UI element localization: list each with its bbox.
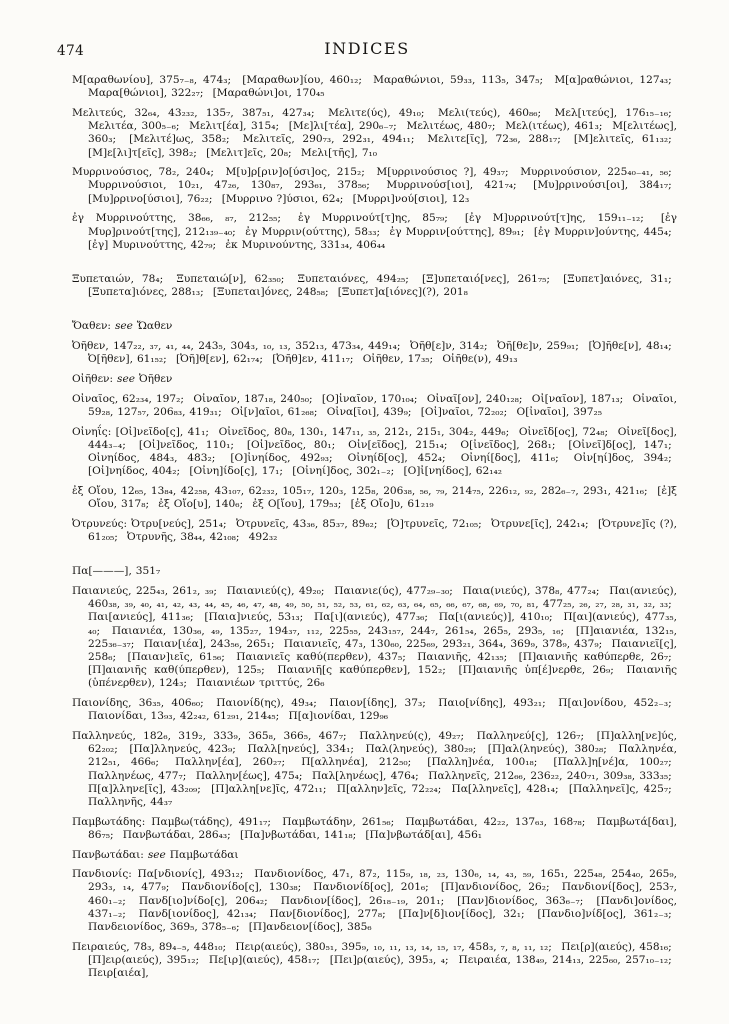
page-header (57, 39, 677, 64)
index-entry: Μυρρινούσιος, 78₂, 240₄; Μ[υ]ρ[ριν]ο[ύσι]ος, 215₂; Μ[υρρινούσιος ?], 49₃₇; Μυρρινούσιον, 225₄₀₋₄₁, ₅₆; Μυρρινούσιοι, 10₂₁, 47₂₆, 130₈₇, 293₆₁, 378₅₆; Μυρρινούσ[ιοι], 421₇₄; [Μυ]ρρινούσι[οι], 384₁₇; [Μυ]ρρινο[ύσιοι], 76₂₂; [Μυρρινο ?]ύσιοι, 62₄; [Μυρρι]νού[σιοι], 12₃ (72, 166, 677, 205)
see-target: Ὤαθεν (136, 320, 173, 333)
index-entry: Μ[αραθωνίου], 375₇₋₈, 474₃; [Μαραθων]ίου, 460₁₂; Μαραθώνιοι, 59₃₃, 113₅, 347₅; Μ[α]ραθώνιοι, 127₄₃; Μαρα[θώνιοι], 322₂₇; [Μαραθώνι]οι, 170₄₅ (72, 74, 677, 100)
index-entry (72, 373, 677, 386)
index-entry: Ὀτρυνεύς: Ὀτρυ[νεύς], 251₄; Ὀτρυνεῖς, 43₃₆, 85₃₇, 89₆₂; [Ὀ]τρυνεῖς, 72₁₀₅; Ὀτρυνε[ῖς], 242₁₄; [Ὀτρυνε]ῖς (?), 61₂₀₅; Ὀτρυνῆς, 38₄₄, 42₁₀₈; 492₃₂ (72, 517, 677, 543)
see-keyword: see (114, 320, 133, 333)
index-entry: Ξυπεταιών, 78₄; Ξυπεταιώ[ν], 62₃₅₀; Ξυπεταιόνες, 494₂₅; [Ξ]υπεταιό[νες], 261₇₅; [Ξυπετ]αιόνες, 31₁; [Ξυπετα]ιόνες, 288₁₃; [Ξυπεται]όνες, 248₅₈; [Ξυπετ]α[ιόνες](?), 201₈ (72, 272, 677, 299)
see-keyword: see (147, 848, 166, 861)
index-entries (57, 74, 677, 980)
index-entry: Πειραιεύς, 78₃, 89₄₋₅, 448₁₀; Πειρ(αιεύς), 380₅₁, 395₉, ₁₀, ₁₁, ₁₃, ₁₄, ₁₅, ₁₇, 458₃, ₇, ₈, ₁₁, ₁₂; Πει[ρ](αιεύς), 458₁₆; [Π]ειρ(αιεύς), 395₁₂; Πε[ιρ](αιεύς), 458₁₇; [Πει]ρ(αιεύς), 395₃, ₄; Πειραιέα, 138₄₉, 214₁₃, 225₆₀, 257₁₀₋₁₂; Πειρ[αιέα], (72, 940, 677, 980)
index-entry: ἐγ Μυρρινούττης, 38₆₆, ₈₇, 212₅₅; ἐγ Μυρρινούτ[τ]ης, 85₇₉; [ἐγ Μ]υρρινούτ[τ]ης, 159₁₁₋₁₂; [ἐγ Μυρ]ρινούτ[της], 212₁₃₉₋₄₀; ἐγ Μυρριν(ούττης), 58₃₃; ἐγ Μυρριν[ούττης], 89₉₁; [ἐγ Μυρριν]ούντης, 445₄; [ἐγ] Μυρινούττης, 42₇₉; ἐκ Μυρινούντης, 331₃₄, 406₄₄ (72, 212, 677, 251)
see-target: Ὀῆθεν (138, 372, 173, 385)
index-entry (72, 849, 677, 862)
index-entry: Ὀῆθεν, 147₂₂, ₃₇, ₄₁, ₄₄, 243₅, 304₃, ₁₀, ₁₃, 352₁₃, 473₃₄, 449₁₄; Ὀῆθ[ε]ν, 314₂; Ὀῆ[θε]ν, 259₉₁; [Ὀ]ῆθε[ν], 48₁₄; Ὀ[ῆθεν], 61₁₅₂; [Ὀῆ]θ[εν], 62₁₇₄; [Ὀῆθ]εν, 411₁₇; Οἰῆθεν, 17₃₅; Οἰῆθε(ν), 49₁₃ (72, 340, 677, 366)
index-entry: Παμβωτάδης: Παμβω(τάδης), 491₁₇; Παμβωτάδην, 261₅₆; Παμβωτάδαι, 42₂₂, 137₆₃, 168₇₈; Παμβωτά[δαι], 86₇₅; Πανβωτάδαι, 286₄₃; [Πα]νβωτάδαι, 141₁₈; [Πα]νβωτάδ[αι], 456₁ (72, 815, 677, 841)
entry-headword: Ὄαθεν: (72, 320, 111, 333)
entry-headword: Οἰῆθεν: (72, 372, 114, 385)
index-entry: Παιανιεύς, 225₄₃, 261₂, ₃₉; Παιανιεύ(ς), 49₂₀; Παιανιε(ύς), 477₂₉₋₃₀; Παια(νιεύς), 378₈, 477₂₄; Παι(ανιεύς), 460₃₈, ₃₉, ₄₀, ₄₁, ₄₂, ₄₃, ₄₄, ₄₅, ₄₆, ₄₇, ₄₈, ₄₉, ₅₀, ₅₁, ₅₂, ₅₃, ₆₁, ₆₂, ₆₃, ₆₄, ₆₅, ₆₆, ₆₇, ₆₈, ₆₉, ₇₀, ₈₁, 477₂₅, ₂₆, ₂₇, ₂₈, ₃₁, ₃₂, ₃₃; Παι[ανιεύς], 411₃₆; [Παια]νιεύς, 53₁₃; Πα[ι](ανιεύς), 477₃₆; Πα[ι(ανιεύς)], 410₁₀; Π[αι](ανιεύς), 477₃₅, ₄₀; Παιανιέα, 130₃₆, ₄₉, 135₂₇, 194₃₇, ₁₁₂, 225₅₅, 243₁₅₇, 244₇, 261₅₄, 265₅, 293₅, ₁₆; [Π]αιανιέα, 132₁₅, 225₃₆₋₃₇; Παιαν[ιέα], 243₅₆, 265₁; Παιανιεῖς, 47₃, 130₆₀, 225₆₉, 293₂₁, 364₄, 369₉, 378₉, 437₉; Παιανιεῖ[ς], 258₆; [Παιαν]ιεῖς, 61₅₆; Παιανιεῖς καθύ(περθεν), 437₅; Παιανιῆς, 42₁₃₅; [Π]αιανιῆς καθύπερθε, 26₇; [Π]αιανιῆς καθ(ύπερθεν), 125₅; Παιανιῆ[ς καθύπερθεν], 152₂; [Π]αιανιῆς ὑπ[έ]νερθε, 26₉; Παιανιῆς (ὑπένερθεν), 124₃; Παιανιέων τριττύς, 26₆ (72, 584, 677, 690)
see-target: Παμβωτάδαι (169, 848, 239, 861)
index-entry (72, 320, 677, 333)
index-entry: Οἰνηΐς: [Οἰ]νεῖδο[ς], 41₁; Οἰνεῖδος, 80₈, 130₁, 147₁₁, ₃₅, 212₁, 215₁, 304₂, 449₆; Οἰνεῖδ[ος], 72₄₈; Οἰνεῖ[δος], 444₃₋₄; [Οἰ]νεῖδος, 110₁; [Οἰ]νεῖδος, 80₁; Οἰν[εῖδος], 215₁₄; Ο[ἰνεῖδος], 268₁; [Οἰνεῖ]δ[ος], 147₁; Οἰνηίδος, 484₃, 483₂; [Ο]ἰνηίδος, 492₉₃; Οἰνηίδ[ος], 452₄; Οἰνηί[δος], 411₆; Οἰν[ηί]δος, 394₂; [Οἰ]νηίδος, 404₂; [Οἰνη]ίδο[ς], 17₁; [Οἰνηί]δος, 302₁₋₂; [Ο]ἰ[νηίδος], 62₁₄₂ (72, 425, 677, 478)
index-entry: Οἰναῖος, 62₂₃₄, 197₂; Οἰναῖον, 187₁₈, 240₅₀; [Ο]ἰναῖον, 170₁₀₄; Οἰναῖ[ον], 240₁₂₈; Οἰ[ναῖον], 187₁₃; Οἰναῖοι, 59₂₈, 127₅₇, 206₈₃, 419₃₁; Οἰ[ν]αῖοι, 61₂₆₈; Οἰνα[ῖοι], 439₉; [Οἰ]ναῖοι, 72₂₀₂; Ο[ἰναῖοι], 397₂₅ (72, 392, 677, 418)
see-keyword: see (117, 372, 136, 385)
index-entry: Πανδιονίς: Πα[νδιονίς], 493₁₂; Πανδιονίδος, 47₁, 87₂, 115₉, ₁₈, ₂₃, 130₆, ₁₄, ₄₃, ₅₉, 165₁, 225₄₈, 254₄₀, 265₉, 293₃, ₁₄, 477₉; Πανδιονίδο[ς], 130₃₈; Πανδιονίδ[ος], 201₆; [Π]ανδιονίδος, 26₂; Πανδιονί[δος], 253₇, 460₁₋₂; Πανδ[ιο]νίδο[ς], 206₄₂; Πανδιον[ίδος], 26₁₈₋₁₉, 201₁; [Παν]διονίδος, 363₆₋₇; [Πανδι]ονίδος, 437₁₋₂; Πανδ[ιονίδος], 42₁₃₄; Παν[διονίδος], 277₈; [Πα]ν[δ]ιον[ίδος], 32₁; [Πανδιο]νίδ[ος], 361₂₋₃; Πανδειονίδος, 369₅, 378₅₋₆; [Π]ανδειον[ίδος], 385₆ (72, 868, 677, 934)
entry-headword: Πανβωτάδαι: (72, 848, 144, 861)
index-entry: Παλληνεύς, 182₆, 319₂, 333₉, 365₈, 366₅, 467₇; Παλληνεύ(ς), 49₂₇; Παλληνεύ[ς], 126₇; [Π]αλλη[νε]ύς, 62₂₀₂; [Πα]λληνεύς, 423₉; Παλλ[ηνεύς], 334₁; Παλ(ληνεύς), 380₂₉; [Π]αλ(ληνεύς), 380₂₈; Παλληνέα, 212₅₁, 466₆; Παλλην[έα], 260₂₇; Π[αλληνέα], 212₅₀; [Παλλη]νέα, 100₁₈; [Παλλ]η[νέ]α, 100₂₇; Παλληνέως, 477₇; Παλλην[έως], 475₄; Παλ[ληνέως], 476₄; Παλληνεῖς, 212₆₆, 236₂₂, 240₇₁, 309₃₈, 333₃₅; Π[α]λληνε[ῖς], 43₂₀₉; [Π]αλλη[νε]ῖς, 472₁₁; Π[αλλην]εῖς, 72₂₂₄; Πα[λληνεῖς], 428₁₄; [Παλληνεῖ]ς, 425₇; Παλληνῆς, 44₃₇ (72, 729, 677, 808)
page-number: 474 (57, 43, 85, 59)
index-entry: Μελιτεύς, 32₆₄, 43₂₃₂, 135₇, 387₅₁, 427₃₄; Μελιτε(ύς), 49₁₀; Μελι(τεύς), 460₈₆; Μελ[ιτεύς], 176₁₅₋₁₆; Μελιτέα, 300₅₋₆; Μελιτ[έα], 315₄; [Με]λι[τέα], 290₆₋₇; Μελιτέως, 480₇; Μελ(ιτέως), 461₃; Μ[ελιτέως], 360₃; [Μελιτέ]ως, 358₂; Μελιτεῖς, 290₇₃, 292₃₁, 494₁₁; Μελιτε[ῖς], 72₃₆, 288₁₇; [Μ]ελιτεῖς, 61₁₃₂; [Μ]ε[λι]τ[εῖς], 398₂; [Μελιτ]εῖς, 20₈; Μελι[τῆς], 7₁₀ (72, 106, 677, 159)
running-title: INDICES (324, 39, 410, 58)
index-entry: ἐξ Οἴου, 12₆₅, 13₈₄, 42₂₅₈, 43₁₀₇, 62₂₃₂, 105₁₇, 120₃, 125₈, 206₃₈, ₅₆, ₇₉, 214₇₅, 226₁₂, ₉₂, 282₆₋₇, 293₁, 421₁₆; [ἐ]ξ Οἴου, 317₈; ἐξ Οἴο[υ], 140₆; ἐξ Ο[ἴου], 179₅₃; [ἐξ Οἴο]υ, 61₂₁₉ (72, 484, 677, 511)
index-entry: Παιονίδης, 36₃₅, 406₆₀; Παιονίδ(ης), 49₃₄; Παιον[ίδης], 37₃; Παιο[νίδης], 493₂₁; Π[αι]ονίδου, 452₂₋₃; Παιονίδαι, 13₉₃, 42₂₄₂, 61₂₉₁, 214₄₅; Π[α]ιονίδαι, 129₉₆ (72, 697, 677, 723)
index-entry: Πα[———], 351₇ (72, 565, 161, 578)
